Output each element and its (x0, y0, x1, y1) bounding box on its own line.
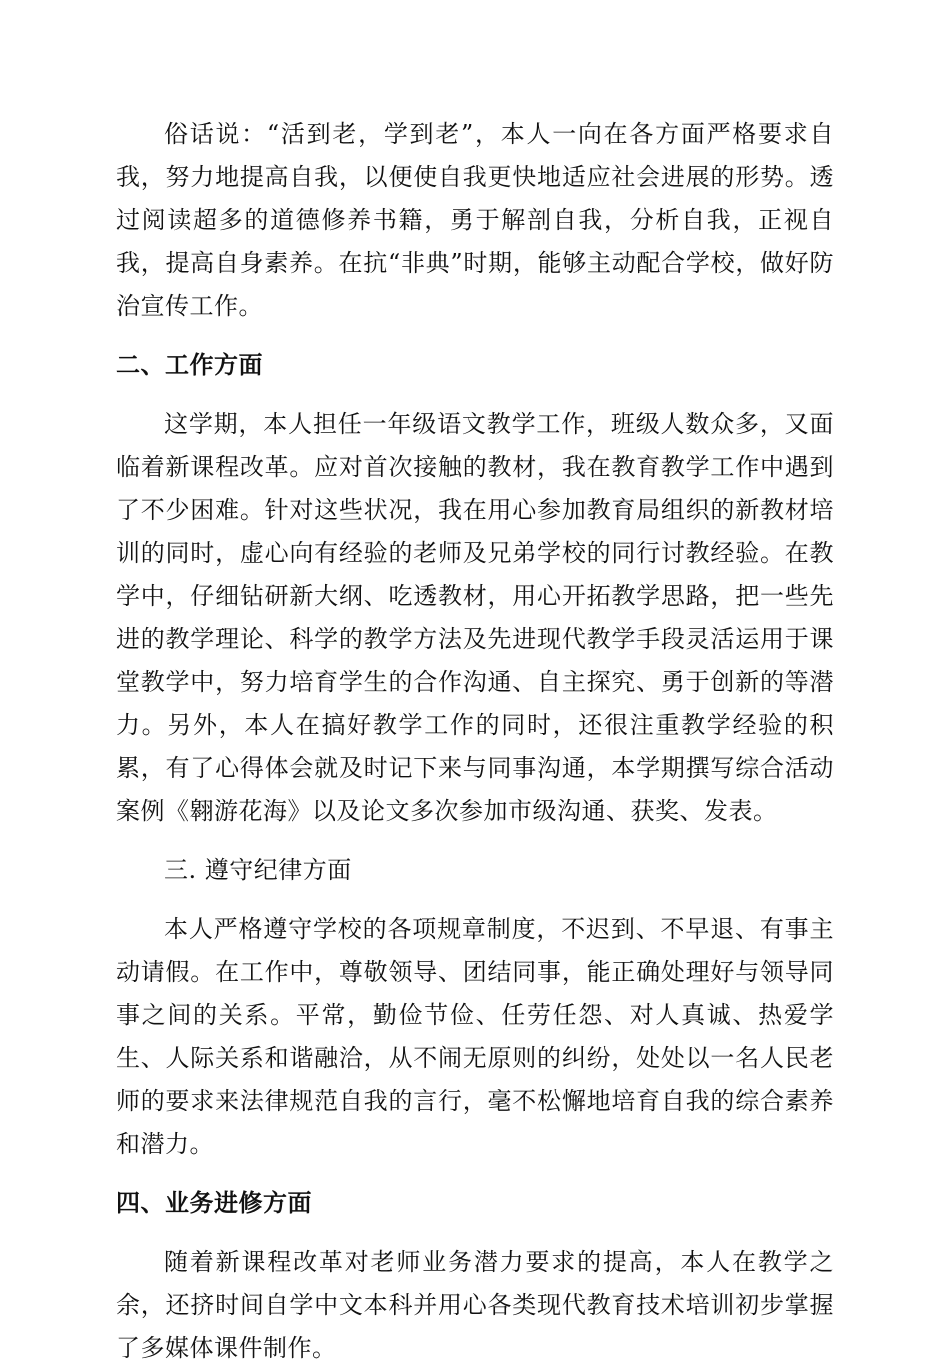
document-body (116, 113, 834, 1370)
heading-work: 二、工作方面 (116, 351, 263, 379)
spacer (116, 833, 834, 849)
paragraph-self-improvement: 俗话说：“活到老，学到老”，本人一向在各方面严格要求自我，努力地提高自我，以便使自我更快地适应社会进展的形势。透过阅读超多的道德修养书籍，勇于解剖自我，分析自我，正视自我，提高自身素养。在抗“非典”时期，能够主动配合学校，做好防治宣传工作。 (116, 120, 834, 320)
paragraph-discipline: 本人严格遵守学校的各项规章制度，不迟到、不早退、有事主动请假。在工作中，尊敬领导、团结同事，能正确处理好与领导同事之间的关系。平常，勤俭节俭、任劳任怨、对人真诚、热爱学生、人际关系和谐融洽，从不闹无原则的纠纷，处处以一名人民老师的要求来法律规范自我的言行，毫不松懈地培育自我的综合素养和潜力。 (116, 915, 834, 1158)
heading-study: 四、业务进修方面 (116, 1189, 312, 1217)
paragraph-study: 随着新课程改革对老师业务潜力要求的提高，本人在教学之余，还挤时间自学中文本科并用心各类现代教育技术培训初步掌握了多媒体课件制作。 (116, 1248, 834, 1362)
heading-discipline: 三. 遵守纪律方面 (164, 856, 352, 884)
spacer (116, 1166, 834, 1182)
spacer (116, 1225, 834, 1241)
spacer (116, 892, 834, 908)
spacer (116, 387, 834, 403)
paragraph-work: 这学期，本人担任一年级语文教学工作，班级人数众多，又面临着新课程改革。应对首次接触的教材，我在教育教学工作中遇到了不少困难。针对这些状况，我在用心参加教育局组织的新教材培训的同时，虚心向有经验的老师及兄弟学校的同行讨教经验。在教学中，仔细钻研新大纲、吃透教材，用心开拓教学思路，把一些先进的教学理论、科学的教学方法及先进现代教学手段灵活运用于课堂教学中，努力培育学生的合作沟通、自主探究、勇于创新的等潜力。另外，本人在搞好教学工作的同时，还很注重教学经验的积累，有了心得体会就及时记下来与同事沟通，本学期撰写综合活动案例《翱游花海》以及论文多次参加市级沟通、获奖、发表。 (116, 410, 834, 825)
spacer (116, 328, 834, 344)
